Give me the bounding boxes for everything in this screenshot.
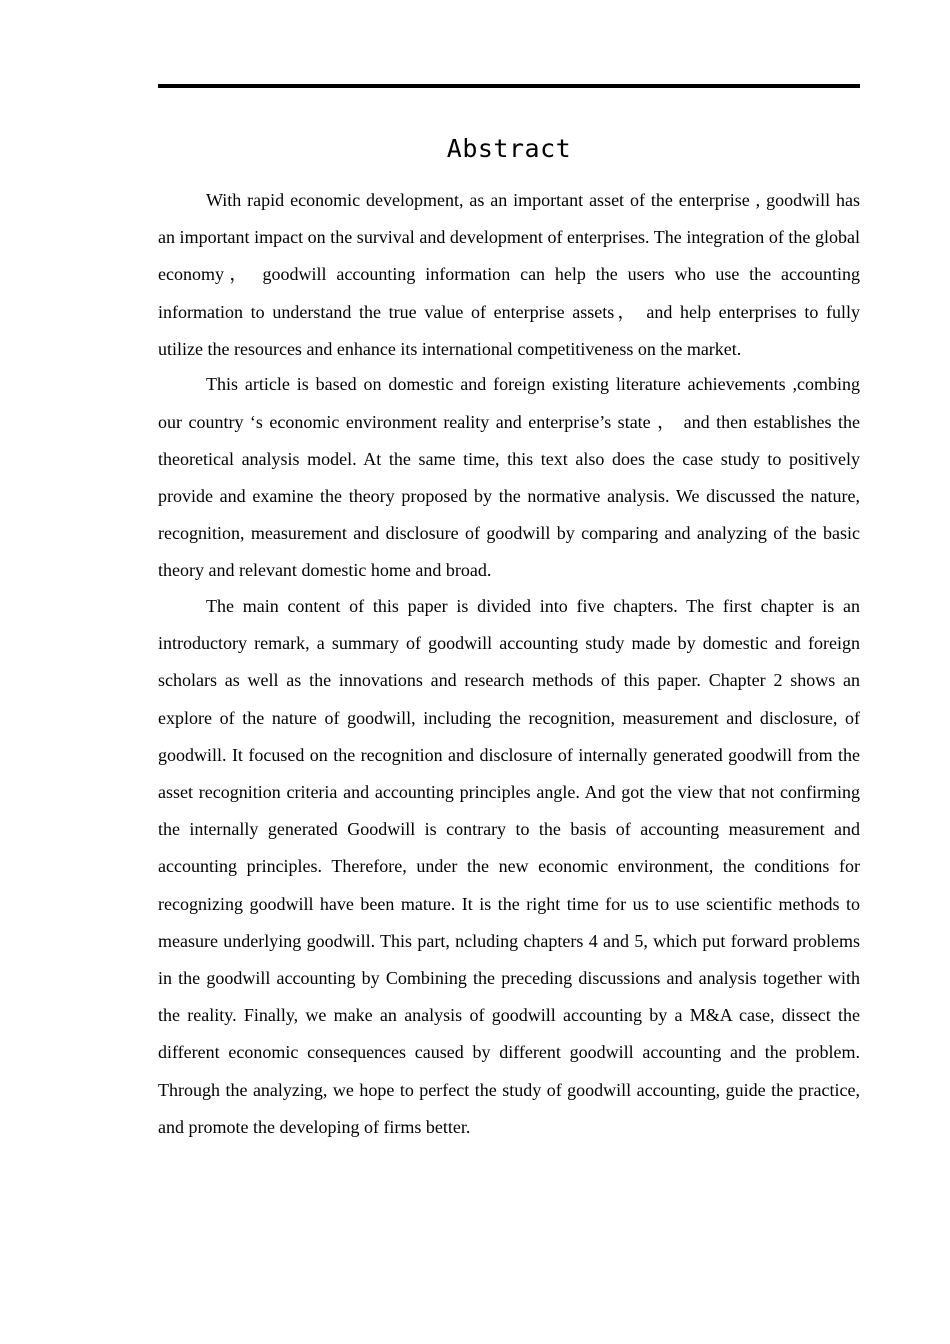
abstract-title: Abstract (446, 134, 572, 163)
abstract-paragraph-3: The main content of this paper is divided into five chapters. The first chapter is an introductory remark, a summary of goodwill accounting study made by domestic and foreign scholars as well as the innovations and research methods of this paper. Chapter 2 shows an explore of the nature of goodwill, including the recognition, measurement and disclosure, of goodwill. It focused on the recognition and disclosure of internally generated goodwill from the asset recognition criteria and accounting principles angle. And got the view that not confirming the internally generated Goodwill is contrary to the basis of accounting measurement and accounting principles. Therefore, under the new economic environment, the conditions for recognizing goodwill have been mature. It is the right time for us to use scientific methods to measure underlying goodwill. This part, ncluding chapters 4 and 5, which put forward problems in the goodwill accounting by Combining the preceding discussions and analysis together with the reality. Finally, we make an analysis of goodwill accounting by a M&A case, dissect the different economic consequences caused by different goodwill accounting and the problem. Through the analyzing, we hope to perfect the study of goodwill accounting, guide the practice, and promote the developing of firms better. (158, 596, 860, 1137)
abstract-paragraph-1: With rapid economic development, as an important asset of the enterprise , goodwill has an important impact on the survival and development of enterprises. The integration of the global economy， goodwill accounting information can help the users who use the accounting information to understand the true value of enterprise assets， and help enterprises to fully utilize the resources and enhance its international competitiveness on the market. (158, 190, 860, 359)
abstract-body (158, 182, 860, 1146)
header-rule (158, 84, 860, 88)
abstract-paragraph-2: This article is based on domestic and foreign existing literature achievements ,combing our country ‘s economic environment reality and enterprise’s state ， and then establishes the theoretical analysis model. At the same time, this text also does the case study to positively provide and examine the theory proposed by the normative analysis. We discussed the nature, recognition, measurement and disclosure of goodwill by comparing and analyzing of the basic theory and relevant domestic home and broad. (158, 374, 860, 581)
